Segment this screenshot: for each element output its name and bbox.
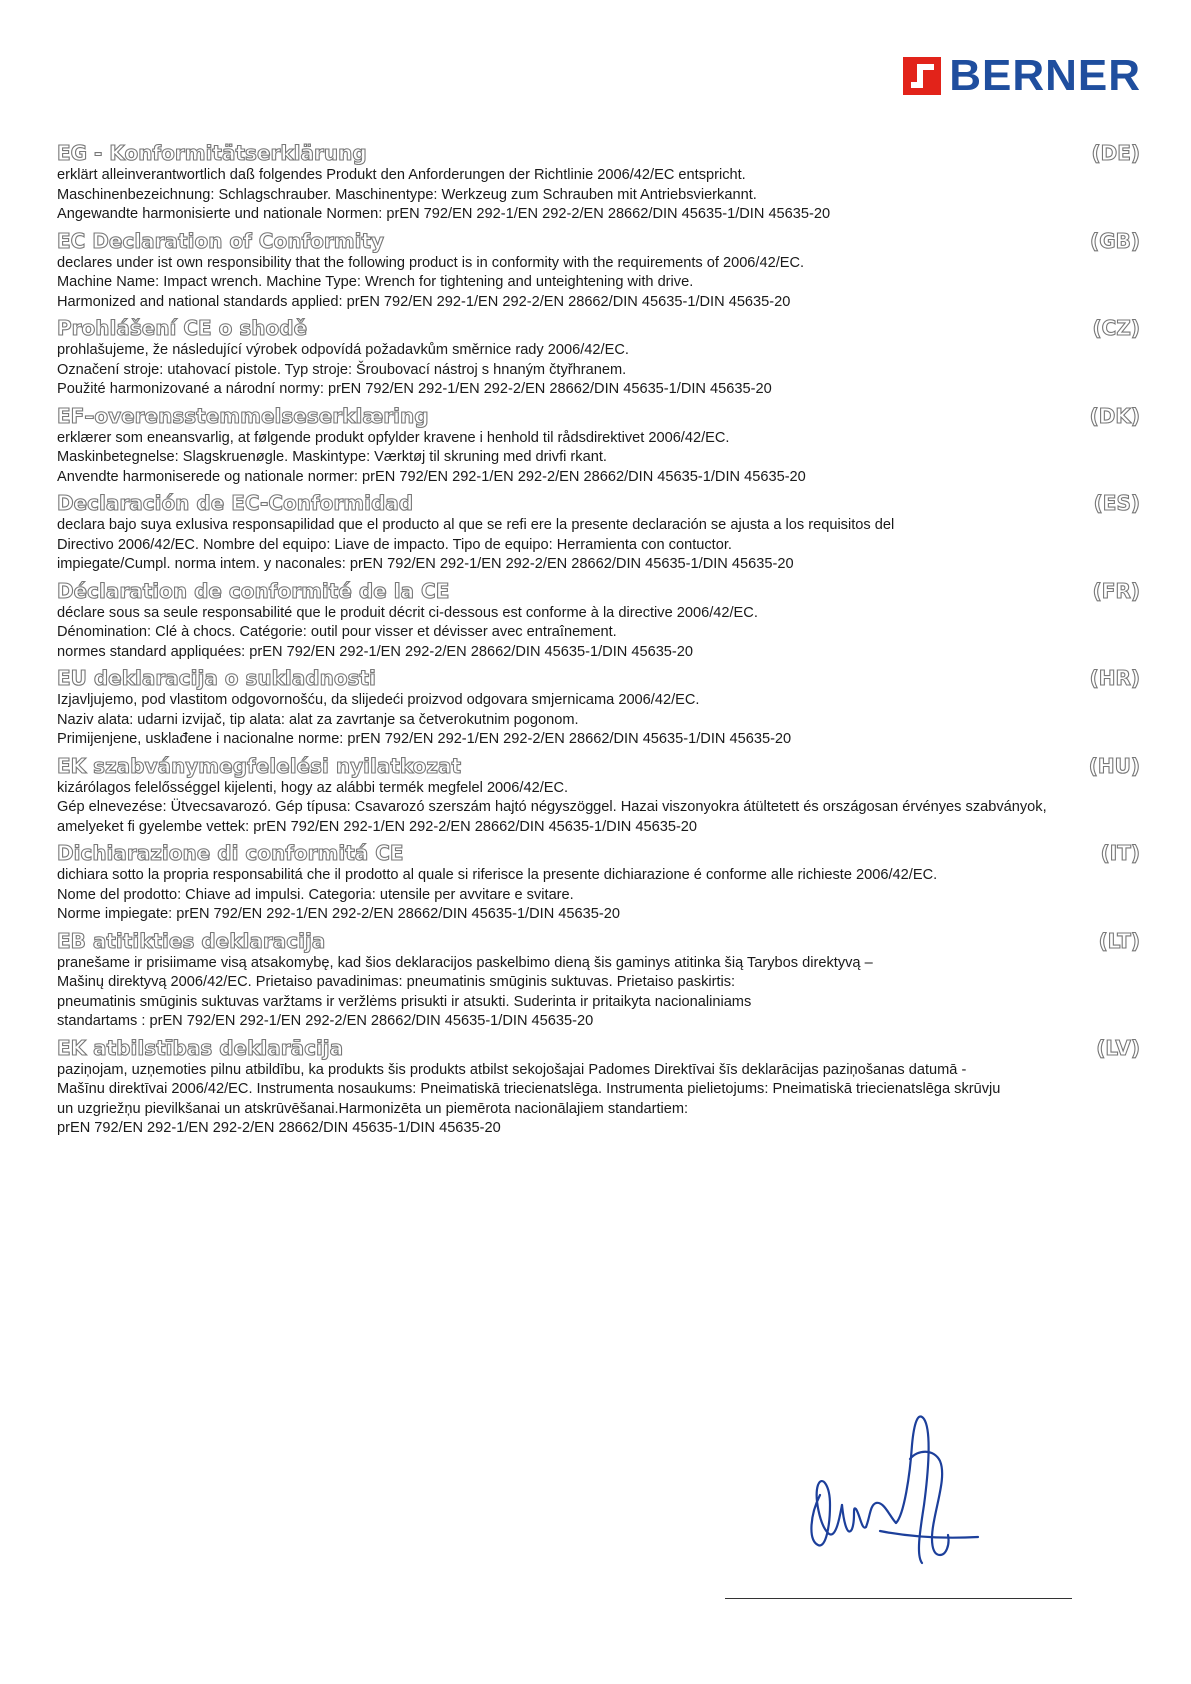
brand-name: BERNER — [949, 51, 1141, 100]
signature-icon — [800, 1405, 1000, 1575]
section-title: Dichiarazione di conformitá CE — [57, 841, 404, 865]
section-text-line: Nome del prodotto: Chiave ad impulsi. Categoria: utensile per avvitare e svitare. — [57, 886, 574, 903]
section-text-line: pneumatinis smūginis suktuvas varžtams ir veržlėms prisukti ir atsukti. Suderinta ir pritaikyta nacionaliniams — [57, 993, 752, 1010]
section-text-line: Označení stroje: utahovací pistole. Typ stroje: Šroubovací nástroj s hnaným čtyřhranem. — [57, 361, 627, 378]
section-title: Déclaration de conformité de la CE — [57, 578, 450, 603]
section-header — [57, 229, 1140, 254]
section-title: EK atbilstības deklarācija — [57, 1035, 344, 1060]
section-text-line: Dénomination: Clé à chocs. Catégorie: outil pour visser et dévisser avec entraînement. — [57, 624, 617, 640]
language-code: (DK) — [1089, 403, 1140, 428]
section-title: EK szabványmegfelelési nyilatkozat — [57, 753, 462, 778]
section-text-line: erklærer som eneansvarlig, at følgende produkt opfylder kravene i henhold til rådsdirektivet 2006/42/EC. — [57, 429, 730, 446]
signature-line — [725, 1598, 1072, 1599]
section-text-line: Directivo 2006/42/EC. Nombre del equipo: Liave de impacto. Tipo de equipo: Herramienta con contuctor. — [57, 536, 732, 553]
section-text-line: prohlašujeme, že následující výrobek odpovídá požadavkům směrnice rady 2006/42/EC. — [57, 342, 629, 358]
section-title: Declaración de EC-Conformidad — [57, 491, 414, 515]
declaration-section — [57, 1036, 1140, 1139]
section-title: EB atitikties deklaracija — [57, 928, 326, 953]
section-header — [57, 1036, 1140, 1061]
section-text-line: declara bajo suya exlusiva responsapilidad que el producto al que se refi ere la presente declaración se ajusta a los requisitos del — [57, 517, 895, 533]
section-header — [57, 141, 1140, 166]
section-header — [57, 929, 1140, 954]
section-text-line: Norme impiegate: prEN 792/EN 292-1/EN 292-2/EN 28662/DIN 45635-1/DIN 45635-20 — [57, 906, 620, 922]
section-text-line: paziņojam, uzņemoties pilnu atbildību, ka produkts šis produkts atbilst sekojošajai Padomes Direktīvai šīs deklarācijas paziņošanas datumā - — [57, 1061, 967, 1078]
section-text-line: Anvendte harmoniserede og nationale normer: prEN 792/EN 292-1/EN 292-2/EN 28662/DIN 45635-1/DIN 45635-20 — [57, 468, 806, 485]
section-text-line: Angewandte harmonisierte und nationale Normen: prEN 792/EN 292-1/EN 292-2/EN 28662/DIN 45635-1/DIN 45635-20 — [57, 206, 831, 222]
section-text-line: Izjavljujemo, pod vlastitom odgovornošću, da slijedeći proizvod odgovara smjernicama 2006/42/EC. — [57, 692, 700, 708]
language-code: (ES) — [1093, 491, 1140, 515]
section-header — [57, 666, 1140, 691]
section-text-line: amelyeket fi gyelembe vettek: prEN 792/EN 292-1/EN 292-2/EN 28662/DIN 45635-1/DIN 45635-20 — [57, 818, 698, 835]
declaration-section — [57, 579, 1140, 663]
section-header — [57, 754, 1140, 779]
section-text-line: declares under ist own responsibility that the following product is in conformity with the requirements of 2006/42/EC. — [57, 254, 805, 271]
section-text-line: un uzgriežņu pievilkšanai un atskrūvēšanai.Harmonizēta un piemērota nacionālajiem standartiem: — [57, 1100, 689, 1117]
section-header — [57, 491, 1140, 516]
section-title: EG - Konformitätserklärung — [57, 141, 367, 165]
language-code: (FR) — [1092, 578, 1140, 603]
section-title: EF–overensstemmelseserklæring — [57, 403, 429, 428]
section-title: Prohlášení CE o shodě — [57, 316, 308, 340]
language-code: (DE) — [1091, 141, 1140, 165]
declaration-sections — [57, 141, 1140, 1143]
section-text-line: Primijenjene, usklađene i nacionalne norme: prEN 792/EN 292-1/EN 292-2/EN 28662/DIN 45635-1/DIN 45635-20 — [57, 731, 792, 747]
language-code: (LV) — [1096, 1035, 1140, 1060]
section-text-line: pranešame ir prisiimame visą atsakomybę, kad šios deklaracijos paskelbimo dieną šis gaminys atitinka šią Tarybos direktyvą – — [57, 954, 873, 971]
section-text-line: Harmonized and national standards applied: prEN 792/EN 292-1/EN 292-2/EN 28662/DIN 45635-1/DIN 45635-20 — [57, 293, 791, 310]
brand-logo — [903, 51, 1141, 100]
declaration-section — [57, 666, 1140, 750]
declaration-section — [57, 229, 1140, 313]
section-title: EU deklaracija o sukladnosti — [57, 666, 376, 690]
declaration-section — [57, 929, 1140, 1032]
section-text-line: dichiara sotto la propria responsabilitá che il prodotto al quale si riferisce la presente dichiarazione é conforme alle richieste 2006/42/EC. — [57, 867, 938, 883]
section-text-line: erklärt alleinverantwortlich daß folgendes Produkt den Anforderungen der Richtlinie 2006/42/EC entspricht. — [57, 167, 746, 183]
language-code: (GB) — [1090, 228, 1140, 253]
section-text-line: Mašīnu direktīvai 2006/42/EC. Instrumenta nosaukums: Pneimatiskā triecienatslēga. Instrumenta pielietojums: Pneimatiskā triecienatslēga skrūvju — [57, 1081, 1001, 1097]
section-text-line: prEN 792/EN 292-1/EN 292-2/EN 28662/DIN 45635-1/DIN 45635-20 — [57, 1120, 501, 1136]
section-text-line: Gép elnevezése: Ütvecsavarozó. Gép típusa: Csavarozó szerszám hajtó négyszöggel. Hazai viszonyokra átültetett és országosan érvényes szabványok, — [57, 799, 1047, 815]
section-text-line: Machine Name: Impact wrench. Machine Type: Wrench for tightening and unteightening with drive. — [57, 274, 694, 290]
declaration-section — [57, 141, 1140, 225]
section-text-line: impiegate/Cumpl. norma intem. y naconales: prEN 792/EN 292-1/EN 292-2/EN 28662/DIN 45635-1/DIN 45635-20 — [57, 556, 794, 572]
section-text-line: Maschinenbezeichnung: Schlagschrauber. Maschinentype: Werkzeug zum Schrauben mit Antriebsvierkannt. — [57, 186, 757, 203]
section-text-line: normes standard appliquées: prEN 792/EN 292-1/EN 292-2/EN 28662/DIN 45635-1/DIN 45635-20 — [57, 643, 694, 660]
language-code: (CZ) — [1092, 316, 1140, 340]
declaration-section — [57, 491, 1140, 575]
language-code: (HR) — [1089, 666, 1140, 690]
section-text-line: standartams : prEN 792/EN 292-1/EN 292-2/EN 28662/DIN 45635-1/DIN 45635-20 — [57, 1013, 594, 1029]
section-header — [57, 316, 1140, 341]
section-header — [57, 579, 1140, 604]
language-code: (IT) — [1100, 841, 1140, 865]
declaration-section — [57, 316, 1140, 400]
section-text-line: Naziv alata: udarni izvijač, tip alata: alat za zavrtanje sa četverokutnim pogonom. — [57, 711, 579, 728]
section-text-line: déclare sous sa seule responsabilité que le produit décrit ci-dessous est conforme à la directive 2006/42/EC. — [57, 604, 758, 621]
language-code: (HU) — [1088, 753, 1140, 778]
declaration-section — [57, 841, 1140, 925]
section-text-line: Maskinbetegnelse: Slagskruenøgle. Maskintype: Værktøj til skruning med drivfi rkant. — [57, 449, 607, 465]
section-text-line: Použité harmonizované a národní normy: prEN 792/EN 292-1/EN 292-2/EN 28662/DIN 45635-1/DIN 45635-20 — [57, 381, 772, 397]
section-header — [57, 404, 1140, 429]
declaration-section — [57, 754, 1140, 838]
declaration-section — [57, 404, 1140, 488]
language-code: (LT) — [1098, 928, 1140, 953]
section-text-line: Mašinų direktyvą 2006/42/EC. Prietaiso pavadinimas: pneumatinis smūginis suktuvas. Prietaiso paskirtis: — [57, 974, 736, 990]
section-header — [57, 841, 1140, 866]
berner-logo-mark-icon — [903, 57, 941, 95]
section-text-line: kizárólagos felelősséggel kijelenti, hogy az alábbi termék megfelel 2006/42/EC. — [57, 779, 569, 796]
section-title: EC Declaration of Conformity — [57, 228, 385, 253]
